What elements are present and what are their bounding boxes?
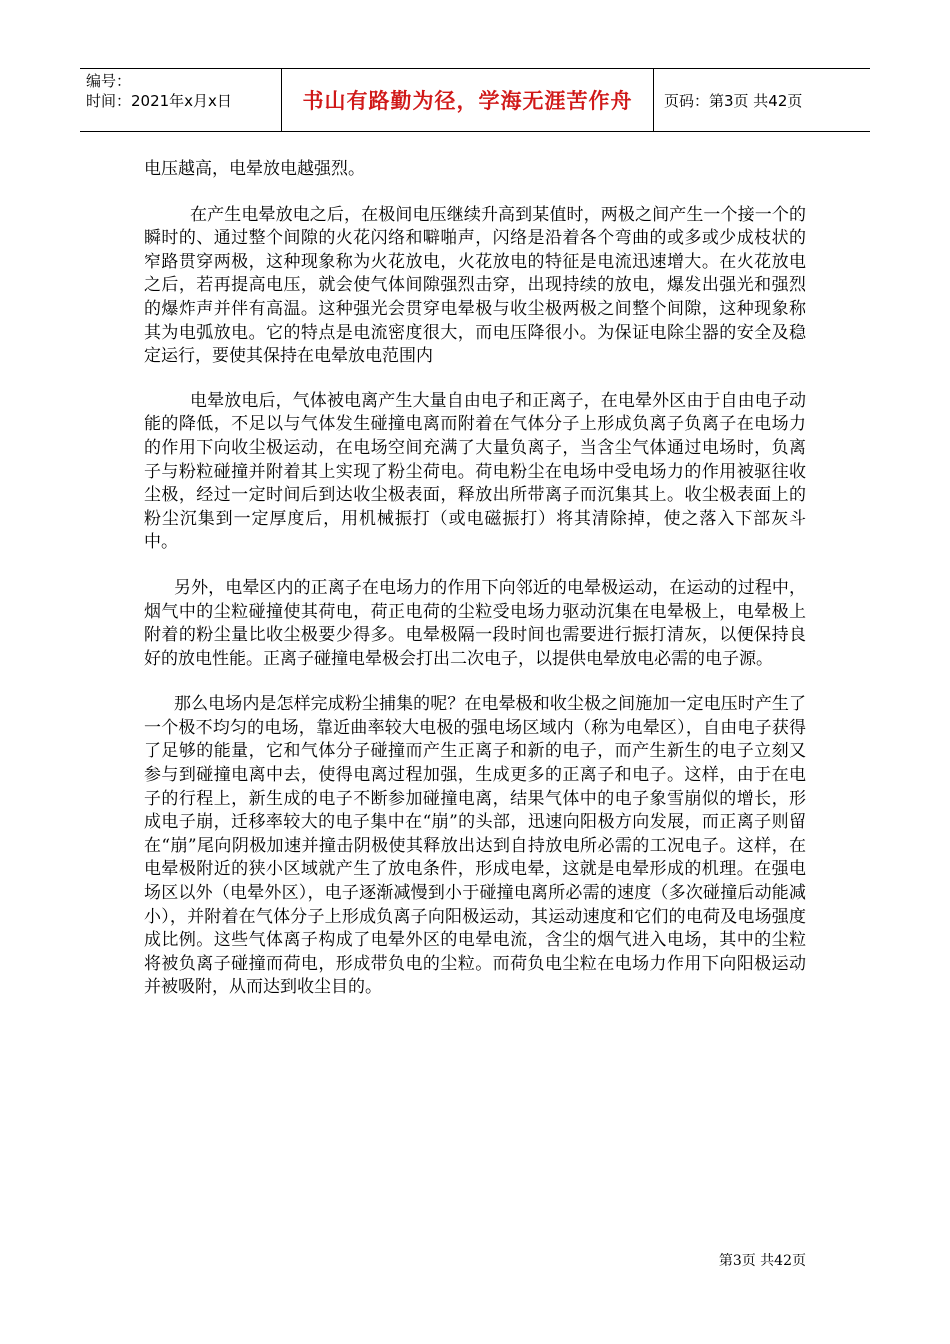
document-number-label: 编号： (86, 72, 132, 90)
header-page-cell (654, 69, 870, 131)
body-paragraph: 电压越高，电晕放电越强烈。 (144, 159, 365, 179)
body-paragraph: 另外，电晕区内的正离子在电场力的作用下向邻近的电晕极运动，在运动的过程中，烟气中的尘粒碰撞使其荷电，荷正电荷的尘粒受电场力驱动沉集在电晕极上，电晕极上附着的粉尘量比收尘极要少得多。电晕极隔一段时间也需要进行振打清灰，以便保持良好的放电性能。正离子碰撞电晕极会打出二次电子，以提供电晕放电必需的电子源。 (144, 577, 806, 669)
header-page-info: 页码：第3页 共42页 (664, 91, 803, 110)
body-paragraph: 那么电场内是怎样完成粉尘捕集的呢？在电晕极和收尘极之间施加一定电压时产生了一个极不均匀的电场，靠近曲率较大电极的强电场区域内（称为电晕区），自由电子获得了足够的能量，它和气体分子碰撞而产生正离子和新的电子，而产生新生的电子立刻又参与到碰撞电离中去，使得电离过程加强，生成更多的正离子和电子。这样，由于在电子的行程上，新生成的电子不断参加碰撞电离，结果气体中的电子象雪崩似的增长，形成电子崩，迁移率较大的电子集中在“崩”的头部，迅速向阳极方向发展，而正离子则留在“崩”尾向阴极加速并撞击阴极使其释放出达到自持放电所必需的工况电子。这样，在电晕极附近的狭小区域就产生了放电条件，形成电晕，这就是电晕形成的机理。在强电场区以外（电晕外区），电子逐渐减慢到小于碰撞电离所必需的速度（多次碰撞后动能减小），并附着在气体分子上形成负离子向阳极运动，其运动速度和它们的电荷及电场强度成比例。这些气体离子构成了电晕外区的电晕电流，含尘的烟气进入电场，其中的尘粒将被负离子碰撞而荷电，形成带负电的尘粒。而荷负电尘粒在电场力作用下向阳极运动并被吸附，从而达到收尘目的。 (144, 694, 806, 998)
header-meta (80, 69, 282, 131)
document-body (144, 158, 806, 1000)
page-header (80, 68, 870, 132)
header-motto: 书山有路勤为径，学海无涯苦作舟 (302, 89, 633, 113)
body-paragraph: 电晕放电后，气体被电离产生大量自由电子和正离子，在电晕外区由于自由电子动能的降低，不足以与气体发生碰撞电离而附着在气体分子上形成负离子负离子在电场力的作用下向收尘极运动，在电场空间充满了大量负离子，当含尘气体通过电场时，负离子与粉粒碰撞并附着其上实现了粉尘荷电。荷电粉尘在电场中受电场力的作用被驱往收尘极，经过一定时间后到达收尘极表面，释放出所带离子而沉集其上。收尘极表面上的粉尘沉集到一定厚度后，用机械振打（或电磁振打）将其清除掉，使之落入下部灰斗中。 (144, 390, 806, 553)
page-footer: 第3页 共42页 (718, 1253, 806, 1269)
body-paragraph: 在产生电晕放电之后，在极间电压继续升高到某值时，两极之间产生一个接一个的瞬时的、通过整个间隙的火花闪络和噼啪声，闪络是沿着各个弯曲的或多或少成枝状的窄路贯穿两极，这种现象称为火花放电，火花放电的特征是电流迅速增大。在火花放电之后，若再提高电压，就会使气体间隙强烈击穿，出现持续的放电，爆发出强光和强烈的爆炸声并伴有高温。这种强光会贯穿电晕极与收尘极两极之间整个间隙，这种现象称其为电弧放电。它的特点是电流密度很大，而电压降很小。为保证电除尘器的安全及稳定运行，要使其保持在电晕放电范围内 (144, 204, 806, 367)
header-motto-cell (282, 69, 654, 131)
document-date: 时间：2021年x月x日 (86, 92, 232, 110)
